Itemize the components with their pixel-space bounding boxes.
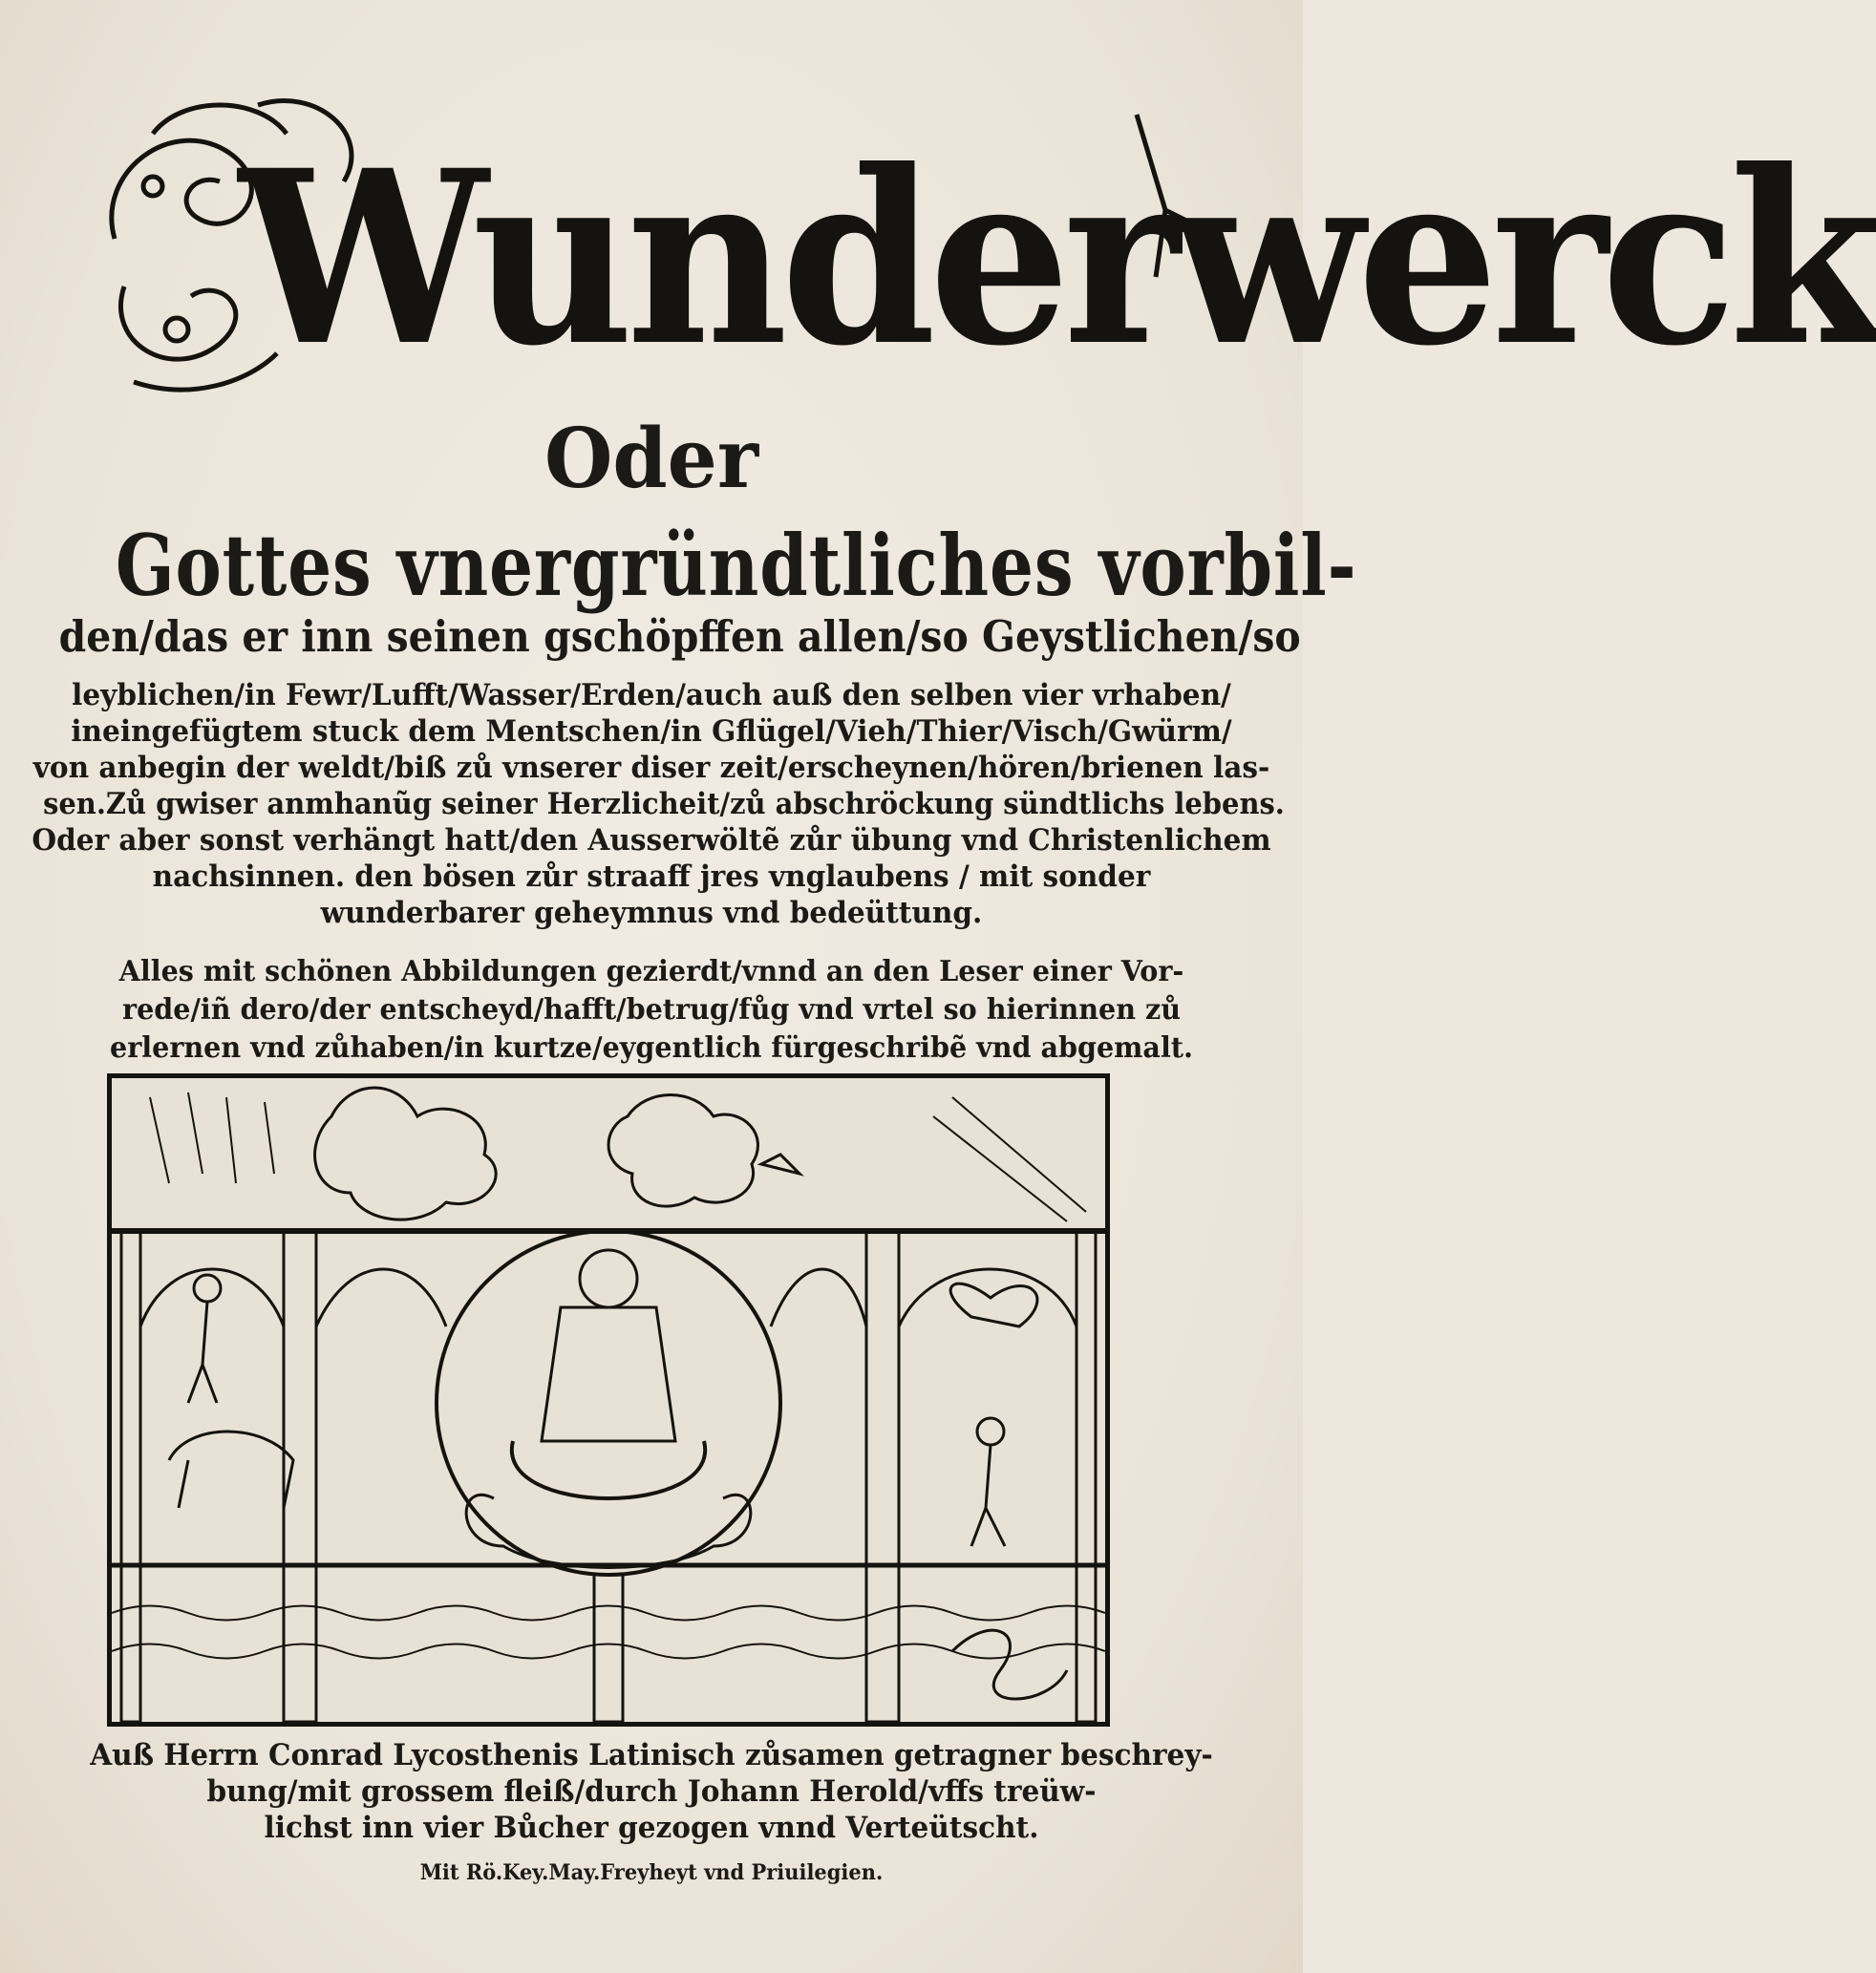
description-line-3: erlernen vnd zůhaben/in kurtze/eygentlich fürgeschribẽ vnd abgemalt. — [110, 1031, 1193, 1065]
caption-line-3: lichst inn vier Bůcher gezogen vnnd Verteütscht. — [264, 1811, 1039, 1845]
title-block — [96, 95, 1876, 411]
description-line-1: Alles mit schönen Abbildungen gezierdt/vnnd an den Leser einer Vor- — [118, 955, 1184, 988]
body-line-5: Oder aber sonst verhängt hatt/den Ausserwöltẽ zůr übung vnd Christenlichem — [32, 823, 1271, 858]
subtitle-line-2: den/das er inn seinen gschöpffen allen/so Geystlichen/so — [58, 611, 1301, 662]
description-line-2: rede/iñ dero/der entscheyd/hafft/betrug/fůg vnd vrtel so hierinnen zů — [122, 993, 1181, 1027]
body-line-6: nachsinnen. den bösen zůr straaff jres vnglaubens / mit sonder — [152, 859, 1151, 894]
subtitle-line-1: Gottes vnergründtliches vorbil- — [115, 516, 1357, 615]
body-line-2: ineingefügtem stuck dem Mentschen/in Gflügel/Vieh/Thier/Visch/Gwürm/ — [71, 714, 1232, 749]
caption-line-1: Auß Herrn Conrad Lycosthenis Latinisch zůsamen getragner beschrey- — [90, 1738, 1213, 1772]
body-line-4: sen.Zů gwiser anmhanũg seiner Herzlicheit/zů abschröckung sündtlichs lebens. — [43, 787, 1285, 821]
caption-line-2: bung/mit grossem fleiß/durch Johann Herold/vffs treüw- — [206, 1774, 1097, 1809]
main-title: Wunderwerck — [239, 117, 1876, 398]
privilege-notice: Mit Rö.Key.May.Freyheyt vnd Priuilegien. — [419, 1860, 884, 1885]
woodcut-illustration — [107, 1073, 1110, 1727]
title-oder: Oder — [544, 411, 759, 507]
body-line-7: wunderbarer geheymnus vnd bedeüttung. — [320, 896, 983, 930]
body-line-1: leyblichen/in Fewr/Lufft/Wasser/Erden/auch auß den selben vier vrhaben/ — [72, 678, 1231, 712]
woodcut-scene-icon — [112, 1078, 1105, 1722]
body-line-3: von anbegin der weldt/biß zů vnserer diser zeit/erscheynen/hören/brienen las- — [32, 751, 1270, 785]
